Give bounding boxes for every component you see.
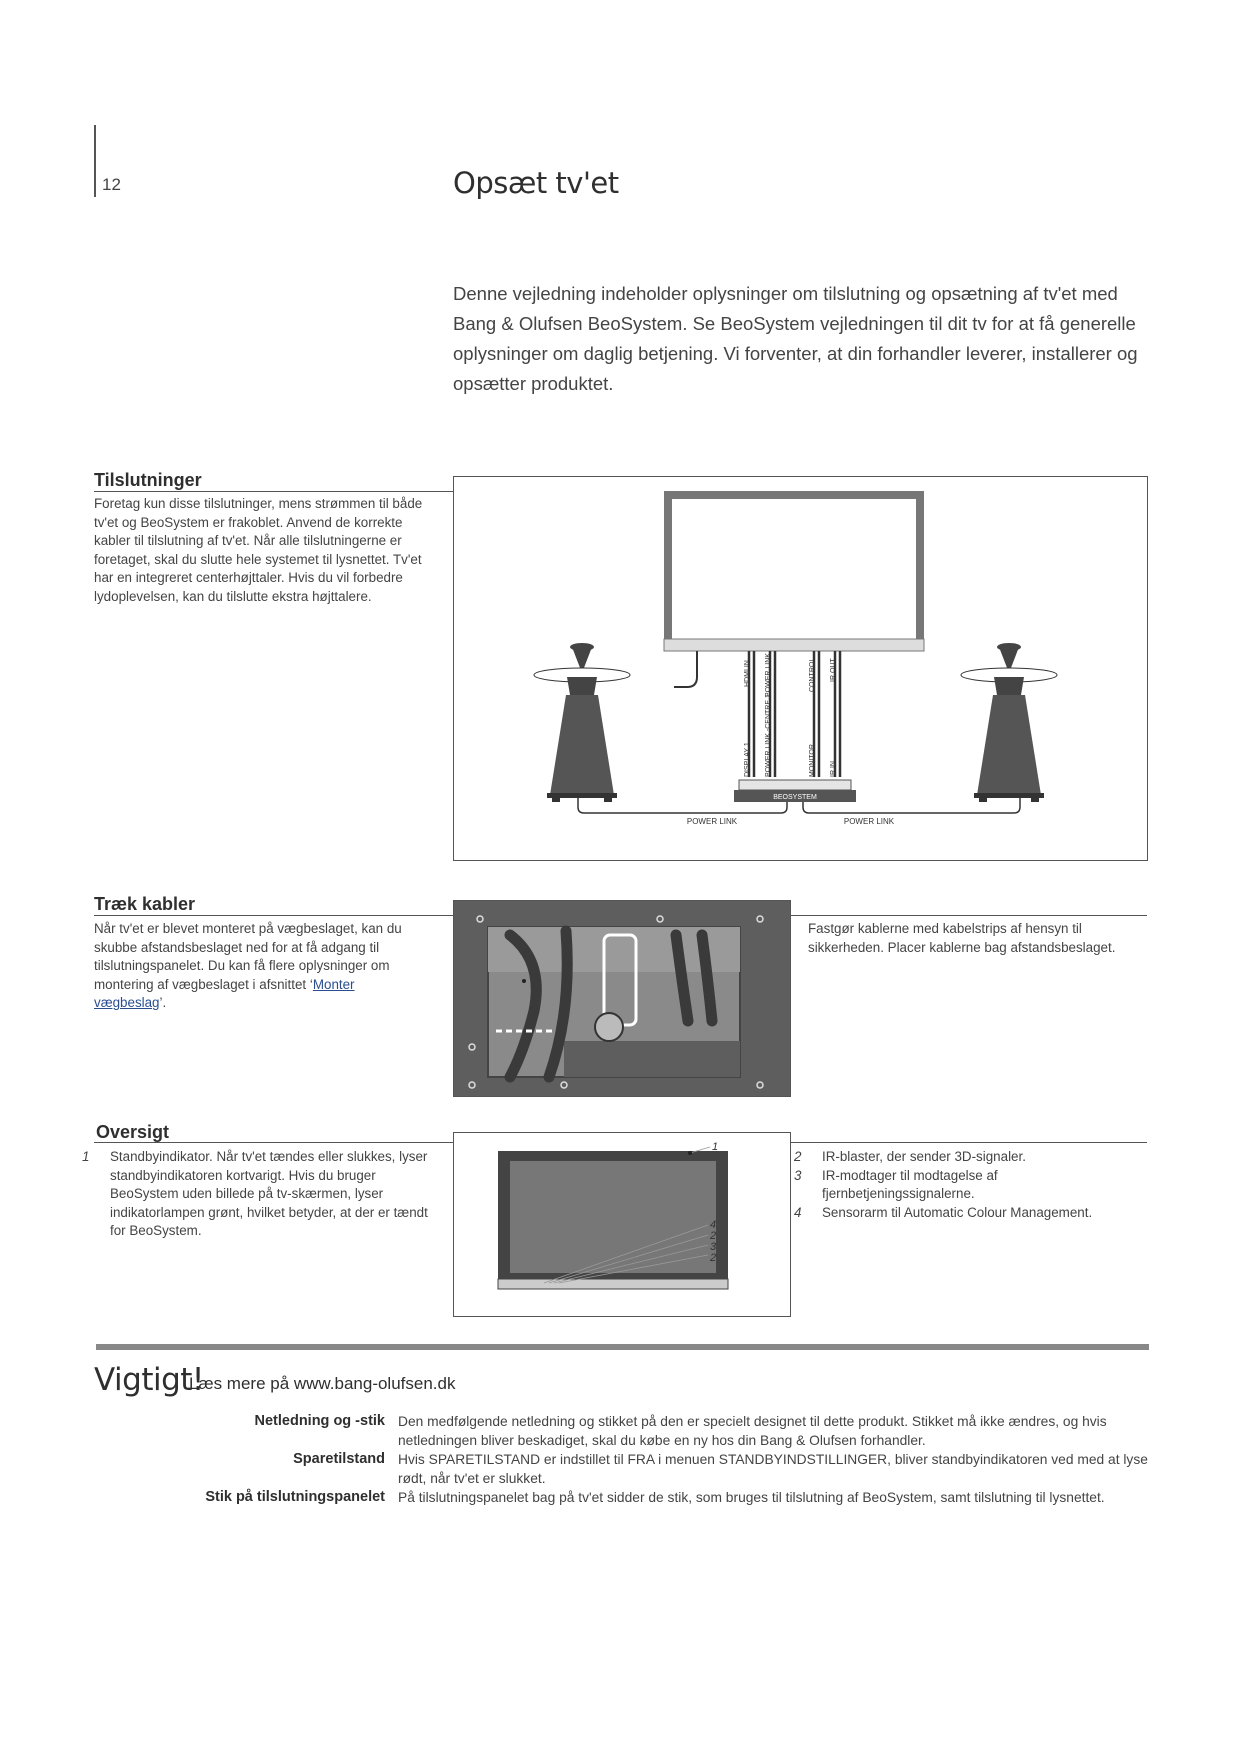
item-text: IR-modtager til modtagelse af fjernbetjeningssignalerne.	[822, 1167, 998, 1202]
overview-figure	[453, 1132, 791, 1317]
oversigt-right-list	[794, 1148, 1148, 1222]
note-text-stik: På tilslutningspanelet bag på tv'et sidder de stik, som bruges til tilslutning af BeoSystem, samt tilslutning til lysnettet.	[398, 1490, 1105, 1505]
label-hdmi-in: HDMI IN	[744, 660, 751, 687]
connections-diagram	[454, 477, 1147, 860]
left-speaker	[534, 643, 630, 802]
traek-kabler-text	[94, 920, 429, 1013]
section-heading-traek-kabler: Træk kabler	[94, 894, 196, 914]
cable-routing-diagram	[454, 901, 790, 1096]
traek-kabler-right-text: Fastgør kablerne med kabelstrips af hensyn til sikkerheden. Placer kablerne bag afstandsbeslaget.	[808, 921, 1116, 955]
monter-vaegbeslag-link[interactable]: Monter vægbeslag	[94, 976, 355, 1011]
cable-routing-figure	[453, 900, 791, 1097]
callout-4: 4	[710, 1219, 717, 1231]
callout-3: 3	[710, 1241, 717, 1253]
traek-kabler-text-start: Når tv'et er blevet monteret på vægbeslaget, kan du skubbe afstandsbeslaget ned for at få adgang til tilslutningspanelet. Du kan få flere oplysninger om montering af vægbeslaget i afsnittet ‘	[94, 921, 402, 992]
callout-1: 1	[712, 1141, 719, 1153]
note-label-netledning: Netledning og -stik	[254, 1413, 385, 1429]
label-display-1: DISPLAY 1	[744, 742, 751, 777]
item-number: 4	[794, 1204, 802, 1220]
list-item	[794, 1167, 1148, 1204]
section-rule	[94, 491, 454, 492]
label-control: CONTROL	[809, 657, 816, 692]
section-heading-oversigt: Oversigt	[96, 1122, 170, 1142]
tv-screen	[510, 1161, 716, 1273]
beosystem-label: BEOSYSTEM	[773, 794, 817, 801]
tilslutninger-text: Foretag kun disse tilslutninger, mens strømmen til både tv'et og BeoSystem er frakoblet. Anvend de korrekte kabler til tilslutning af tv'et. Når alle tilslutningerne er foretaget, skal du slutte hele systemet til lysnettet. Tv'et har en integreret centerhøjttaler. Hvis du vil forbedre lydoplevelsen, kan du tilslutte ekstra højttalere.	[94, 496, 423, 604]
item-number: 2	[794, 1149, 802, 1164]
list-item	[82, 1148, 431, 1241]
label-power-link: POWER LINK	[765, 653, 772, 697]
label-monitor: MONITOR	[809, 744, 816, 777]
callout-2b: 2	[710, 1252, 717, 1264]
overview-diagram	[454, 1133, 790, 1316]
divider-bar	[96, 1344, 1149, 1350]
page-number: 12	[102, 175, 121, 194]
traek-kabler-text-end: ’.	[159, 995, 167, 1011]
power-cord	[674, 651, 697, 687]
note-label-stik: Stik på tilslutningspanelet	[205, 1489, 385, 1505]
tv-screen	[672, 499, 916, 639]
item-text: Sensorarm til Automatic Colour Management.	[822, 1204, 1093, 1220]
vigtigt-subtitle: Læs mere på www.bang-olufsen.dk	[189, 1374, 456, 1393]
vigtigt-title: Vigtigt!	[94, 1362, 204, 1398]
callout-2: 2	[710, 1230, 717, 1242]
beosystem-top	[739, 780, 851, 790]
page-title: Opsæt tv'et	[453, 166, 619, 200]
note-text-netledning: Den medfølgende netledning og stikket på den er specielt designet til dette produkt. Stikket må ikke ændres, og hvis netledningen bliver beskadiget, skal du købe en ny hos din Bang & Olufsen forhandler.	[398, 1414, 1107, 1448]
section-heading-tilslutninger: Tilslutninger	[94, 470, 202, 490]
item-number: 1	[82, 1149, 90, 1164]
tv-bottom-bar	[498, 1279, 728, 1289]
label-power-link-centre: POWER LINK -CENTRE 1	[765, 694, 772, 777]
right-speaker	[961, 643, 1057, 802]
label-ir-out: IR OUT	[830, 658, 837, 682]
oversigt-left-list	[82, 1148, 431, 1241]
list-item	[794, 1204, 1148, 1223]
tv-bottom-bar	[664, 639, 924, 651]
item-text: Standbyindikator. Når tv'et tændes eller slukkes, lyser standbyindikatoren kortvarigt. Hvis du bruger BeoSystem uden billede på tv-skærmen, lyser indikatorlampen grønt, hvilket betyder, at der er tændt for BeoSystem.	[110, 1149, 428, 1239]
list-item	[794, 1148, 1148, 1167]
item-text: IR-blaster, der sender 3D-signaler.	[822, 1149, 1026, 1164]
page-margin-bar	[94, 125, 96, 197]
item-number: 3	[794, 1167, 802, 1183]
mount-knob	[595, 1013, 623, 1041]
power-link-right-label: POWER LINK	[843, 817, 895, 826]
power-link-left-label: POWER LINK	[686, 817, 738, 826]
cable-bundle	[749, 651, 840, 777]
note-text-sparetilstand: Hvis SPARETILSTAND er indstillet til FRA i menuen STANDBYINDSTILLINGER, bliver standbyindikatoren ved med at lyse rødt, når tv'et er slukket.	[398, 1452, 1148, 1486]
label-ir-in: IR IN	[830, 761, 837, 777]
intro-paragraph: Denne vejledning indeholder oplysninger om tilslutning og opsætning af tv'et med Bang & Olufsen BeoSystem. Se BeoSystem vejledningen til dit tv for at få generelle oplysninger om daglig betjening. Vi forventer, at din forhandler leverer, installerer og opsætter produktet.	[453, 283, 1138, 394]
note-label-sparetilstand: Sparetilstand	[293, 1451, 385, 1467]
connections-figure	[453, 476, 1148, 861]
